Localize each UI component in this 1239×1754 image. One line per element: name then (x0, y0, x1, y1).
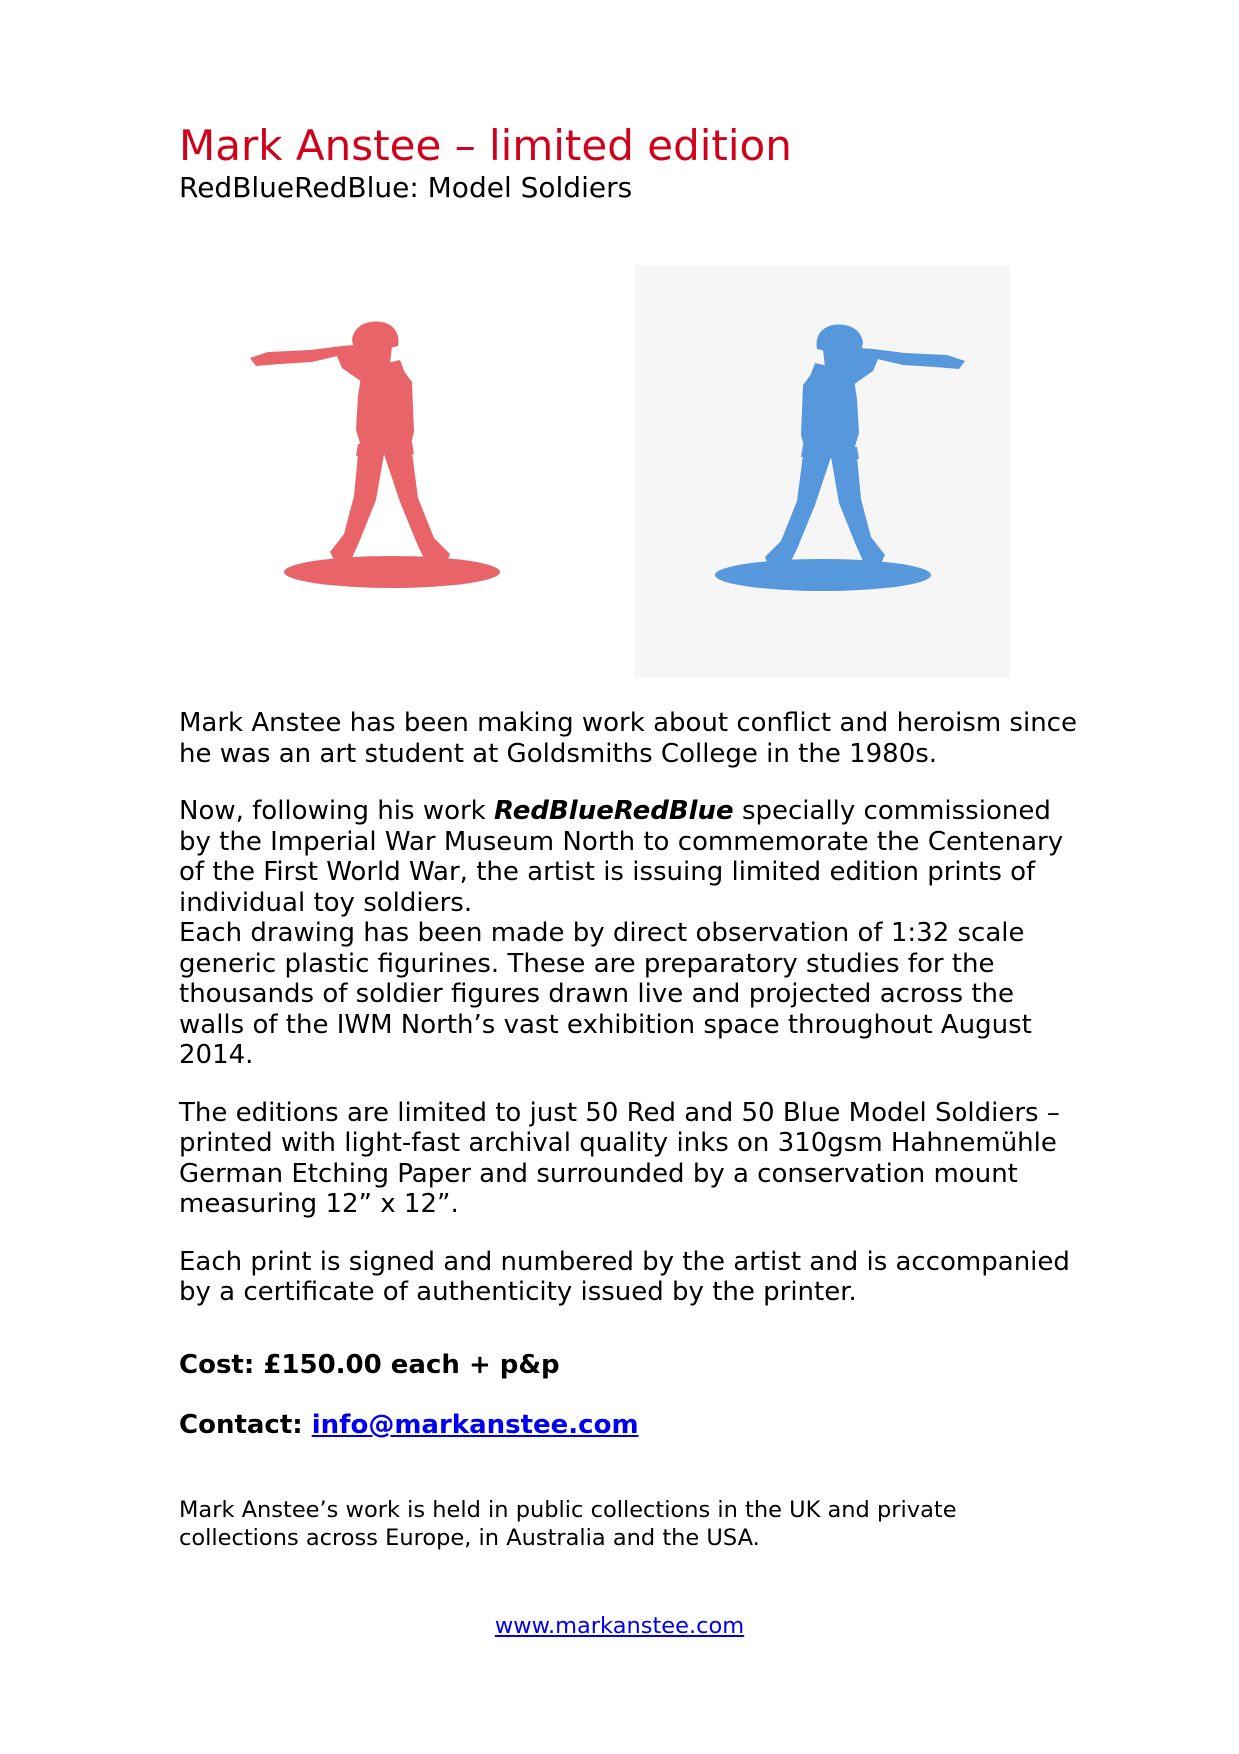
soldier-figures (250, 265, 1010, 680)
red-soldier-figure (250, 320, 540, 620)
paragraph-editions: The editions are limited to just 50 Red and 50 Blue Model Soldiers – printed with light-fast archival quality inks on 310gsm Hahnemühle German Etching Paper and surrounded by a conservation mount measuring 12” x 12”. (179, 1097, 1060, 1219)
price-label: Cost: (179, 1350, 255, 1380)
paragraph-commission-end: specially commissioned by the Imperial War Museum North to commemorate the Centenary of the First World War, the artist is issuing limited edition prints of individual toy soldiers. (179, 796, 1064, 918)
paragraph-certificate: Each print is signed and numbered by the artist and is accompanied by a certificate of authenticity issued by the printer. (179, 1246, 1070, 1307)
price-line (179, 1349, 560, 1381)
paragraph-commission-start: Now, following his work (179, 796, 494, 826)
paragraph-commission (179, 796, 1079, 918)
body-text (179, 708, 1079, 1308)
contact-email-link[interactable]: info@markanstee.com (311, 1410, 639, 1440)
website-link[interactable]: www.markanstee.com (494, 1613, 745, 1639)
paragraph-drawing: Each drawing has been made by direct observation of 1:32 scale generic plastic figurines. These are preparatory studies for the thousands of soldier figures drawn live and projected across the walls of the IWM North’s vast exhibition space throughout August 2014. (179, 918, 1032, 1070)
collections-note: Mark Anstee’s work is held in public collections in the UK and private collections across Europe, in Australia and the USA. (179, 1497, 957, 1551)
footer (0, 1612, 1239, 1640)
page-title: Mark Anstee – limited edition (179, 121, 792, 170)
contact-label: Contact: (179, 1410, 303, 1440)
paragraph-intro: Mark Anstee has been making work about conflict and heroism since he was an art student at Goldsmiths College in the 1980s. (179, 708, 1077, 769)
price-value: £150.00 each + p&p (263, 1350, 560, 1380)
work-title: RedBlueRedBlue (494, 796, 734, 826)
blue-soldier-figure (635, 265, 1010, 678)
contact-line (179, 1409, 639, 1441)
page-subtitle: RedBlueRedBlue: Model Soldiers (179, 171, 633, 204)
